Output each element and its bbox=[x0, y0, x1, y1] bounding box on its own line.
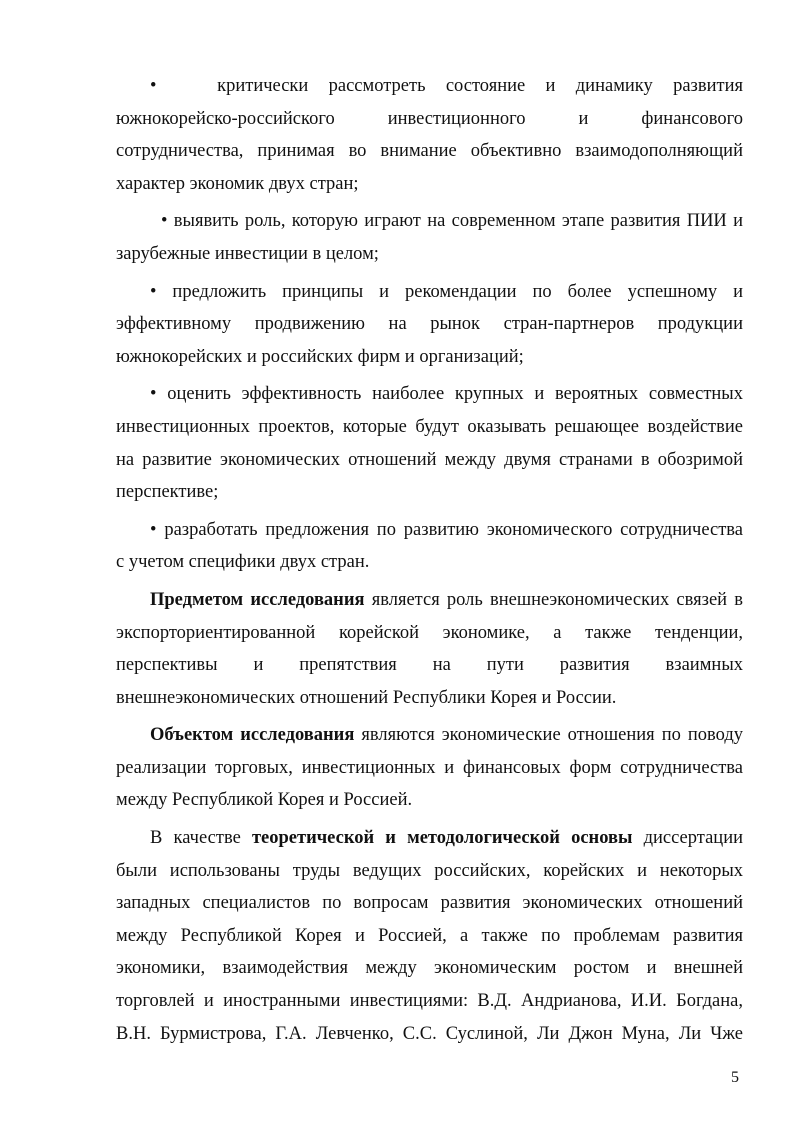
text-line: зарубежные инвестиции в целом; bbox=[116, 243, 379, 264]
text-line: • оценить эффективность наиболее крупных и вероятных совместных bbox=[150, 384, 743, 405]
text-fragment: развития bbox=[673, 76, 743, 96]
text-line: западных специалистов по вопросам развития экономических отношений bbox=[116, 893, 743, 914]
text-line: южнокорейских и российских фирм и организаций; bbox=[116, 346, 524, 367]
text-line bbox=[116, 719, 743, 752]
paragraph-theory bbox=[116, 822, 743, 1050]
text-line: были использованы труды ведущих российских, корейских и некоторых bbox=[116, 860, 743, 881]
text-fragment: являются экономические отношения по поводу bbox=[354, 725, 743, 746]
text-fragment: состояние bbox=[445, 76, 526, 96]
paragraph-object bbox=[116, 719, 743, 817]
text-fragment: критически bbox=[217, 76, 309, 96]
text-line: экономики, взаимодействия между экономическим ростом и внешней bbox=[116, 958, 743, 979]
text-line: с учетом специфики двух стран. bbox=[116, 552, 370, 573]
text-fragment: В качестве bbox=[150, 828, 252, 849]
text-line: перспективы и препятствия на пути развития взаимных bbox=[116, 655, 743, 676]
text-line: торговлей и иностранными инвестициями: В.Д. Андрианова, И.И. Богдана, bbox=[116, 991, 743, 1012]
text-line bbox=[116, 822, 743, 855]
bullet-item-role bbox=[116, 205, 743, 270]
text-line: между Республикой Корея и Россией. bbox=[116, 790, 413, 811]
text-line bbox=[116, 584, 743, 617]
bold-term: Предметом исследования bbox=[150, 589, 365, 610]
bullet-item-principles bbox=[116, 276, 743, 374]
text-line: внешнеэкономических отношений Республики Корея и России. bbox=[116, 687, 617, 708]
text-fragment: и bbox=[545, 76, 556, 96]
page-number: 5 bbox=[731, 1069, 739, 1086]
bullet-marker: • bbox=[150, 76, 157, 96]
text-line: В.Н. Бурмистрова, Г.А. Левченко, С.С. Суслиной, Ли Джон Муна, Ли Чже bbox=[116, 1023, 743, 1044]
text-fragment: является роль внешнеэкономических связей в bbox=[364, 589, 743, 610]
text-fragment: рассмотреть bbox=[328, 76, 426, 96]
bullet-item-analyze bbox=[116, 70, 743, 103]
text-fragment: динамику bbox=[575, 76, 653, 96]
text-fragment: диссертации bbox=[632, 828, 743, 849]
bullet-item-analyze-cont bbox=[116, 103, 743, 201]
text-line: • выявить роль, которую играют на современном этапе развития ПИИ и bbox=[161, 211, 743, 232]
bold-term: теоретической и методологической основы bbox=[251, 828, 633, 849]
text-line: эффективному продвижению на рынок стран-партнеров продукции bbox=[116, 314, 743, 335]
document-body bbox=[116, 70, 743, 1050]
text-line: экспорториентированной корейской экономике, а также тенденции, bbox=[116, 622, 743, 643]
bullet-item-evaluate bbox=[116, 378, 743, 508]
paragraph-subject bbox=[116, 584, 743, 714]
text-line: на развитие экономических отношений между двумя странами в обозримой bbox=[116, 449, 743, 470]
text-line: • предложить принципы и рекомендации по более успешному и bbox=[150, 281, 743, 302]
bold-term: Объектом исследования bbox=[150, 725, 355, 746]
text-line: • разработать предложения по развитию экономического сотрудничества bbox=[150, 519, 743, 540]
text-line: перспективе; bbox=[116, 482, 219, 503]
bullet-item-proposals bbox=[116, 514, 743, 579]
text-line bbox=[150, 70, 743, 103]
text-line: сотрудничества, принимая во внимание объективно взаимодополняющий bbox=[116, 141, 743, 162]
text-line: характер экономик двух стран; bbox=[116, 173, 359, 194]
text-line: между Республикой Корея и Россией, а также по проблемам развития bbox=[116, 925, 743, 946]
text-line: инвестиционных проектов, которые будут оказывать решающее воздействие bbox=[116, 416, 743, 437]
text-line: южнокорейско-российского инвестиционного и финансового bbox=[116, 108, 743, 129]
text-line: реализации торговых, инвестиционных и финансовых форм сотрудничества bbox=[116, 757, 743, 778]
